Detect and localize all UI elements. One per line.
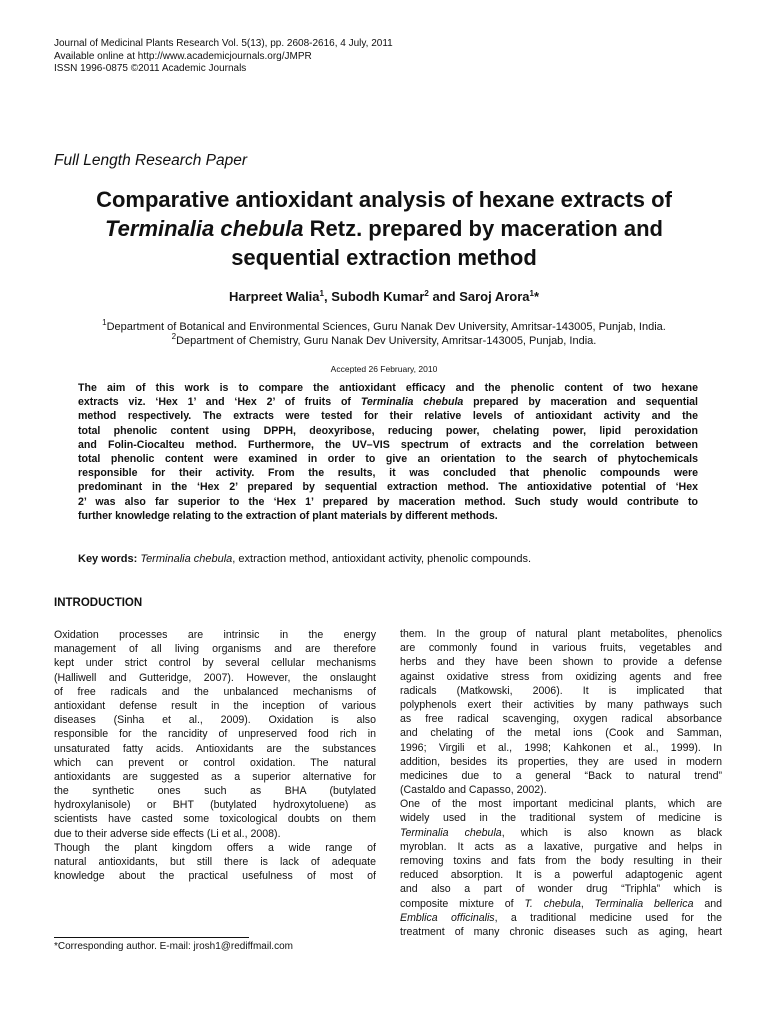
text-line: [400, 826, 722, 840]
text-line: [54, 628, 376, 642]
affiliation-text: Department of Chemistry, Guru Nanak Dev University, Amritsar-143005, Punjab, India.: [176, 335, 597, 347]
text-line: [400, 911, 722, 925]
text-run: kept under strict control by several cellular mechanisms: [54, 657, 376, 670]
text-run: and also a part of wonder drug “Triphla” which is: [400, 883, 722, 896]
text-run: hydroxylanisole) or BHT (butylated hydroxytoluene) as: [54, 799, 376, 812]
journal-citation: Journal of Medicinal Plants Research Vol. 5(13), pp. 2608-2616, 4 July, 2011: [54, 38, 393, 49]
text-run: diseases (Sinha et al., 2009). Oxidation is also: [54, 714, 376, 727]
italic-term: Emblica officinalis: [400, 911, 495, 924]
text-run: composite mixture of: [400, 897, 525, 910]
keywords-rest: , extraction method, antioxidant activity, phenolic compounds.: [232, 553, 532, 565]
keywords: [78, 553, 531, 565]
journal-issn: ISSN 1996-0875 ©2011 Academic Journals: [54, 63, 247, 74]
text-run: , a traditional medicine used for the: [494, 911, 722, 924]
text-run: reduced absorption. It is a powerful adaptogenic agent: [400, 869, 722, 882]
text-run: method respectively. The extracts were tested for their relative levels of antioxidant activity and the: [78, 410, 698, 423]
text-run: and chelating of the metal ions (Cook and Samman,: [400, 727, 722, 740]
affiliation-mark: 1: [102, 318, 107, 327]
text-line: [78, 438, 698, 452]
paper-title: [40, 185, 728, 272]
text-line: [400, 840, 722, 854]
abstract: [78, 381, 698, 523]
author-separator: ,: [323, 289, 332, 304]
text-line: [400, 670, 722, 684]
text-run: One of the most important medicinal plants, which are: [400, 798, 722, 811]
text-line: [54, 812, 376, 826]
text-run: against oxidative stress from oxidizing agents and free: [400, 670, 722, 683]
text-run: due to their adverse side effects (Li et al., 2008).: [54, 827, 281, 840]
italic-term: Terminalia chebula: [360, 396, 464, 409]
keywords-label: Key words:: [78, 553, 138, 565]
text-line: [400, 769, 722, 783]
italic-term: T. chebula: [524, 897, 581, 910]
text-line: [54, 841, 376, 855]
affiliation-mark: 2: [171, 332, 177, 341]
text-run: predominant in the ‘Hex 2’ prepared by sequential extraction method. The antioxidative potential of ‘Hex: [78, 481, 698, 494]
text-line: [400, 882, 722, 896]
author-separator: and: [428, 289, 460, 304]
text-run: the synthetic ones such as BHA (butylated: [54, 785, 376, 798]
text-run: prepared by maceration and sequential: [463, 396, 699, 409]
italic-term: Terminalia chebula: [400, 826, 502, 839]
text-line: [54, 784, 376, 798]
text-run: 2’ was also far superior to the ‘Hex 1’ prepared by maceration method. Such study would contribute to: [78, 495, 698, 508]
author-list: [0, 289, 768, 304]
text-line: [400, 641, 722, 655]
text-line: [78, 395, 698, 409]
text-run: antioxidants are suggested as a superior alternative for: [54, 770, 376, 783]
accepted-date: Accepted 26 February, 2010: [330, 364, 438, 374]
text-run: responsible for their activity. From the results, it was concluded that phenolic compounds were: [78, 467, 698, 480]
text-run: radicals (Matkowski, 2006). It is implicated that: [400, 684, 722, 697]
author-affiliation-mark: 1: [529, 289, 534, 298]
text-line: [400, 755, 722, 769]
title-line-1: Comparative antioxidant analysis of hexane extracts of: [96, 187, 672, 212]
text-line: [400, 897, 722, 911]
title-species: Terminalia chebula: [105, 216, 304, 241]
text-run: polyphenols exert their activities by many pathways such: [400, 698, 722, 711]
text-line: [400, 811, 722, 825]
text-line: [400, 925, 722, 939]
text-run: and Folin-Ciocalteu method. Furthermore, the UV–VIS spectrum of extracts and the correlation between: [78, 438, 698, 451]
text-run: responsible for the rancidity of unpreserved food rich in: [54, 728, 376, 741]
text-run: knowledge about the practical usefulness of most of: [54, 870, 376, 883]
text-line: [54, 713, 376, 727]
text-line: [400, 627, 722, 641]
text-run: them. In the group of natural plant metabolites, phenolics: [400, 628, 722, 640]
title-line-2: [40, 214, 728, 243]
text-run: (Halliwell and Gutteridge, 2007). However, the onslaught: [54, 671, 376, 684]
author-name: Subodh Kumar: [331, 289, 425, 304]
text-run: and: [693, 897, 723, 910]
text-line: [400, 684, 722, 698]
text-line: [54, 756, 376, 770]
title-line-3: sequential extraction method: [231, 245, 537, 270]
text-run: of free radicals and the unbalanced mechanisms of: [54, 685, 376, 698]
title-line-2-rest: Retz. prepared by maceration and: [303, 216, 663, 241]
text-line: [54, 869, 376, 883]
text-run: removing toxins and fats from the body resulting in their: [400, 855, 722, 867]
text-line: [54, 699, 376, 713]
text-line: [54, 855, 376, 869]
text-run: total phenolic content using DPPH, deoxyribose, reducing power, chelating power, lipid peroxidation: [78, 424, 698, 437]
text-run: total phenolic content were examined in order to give an orientation to the search of phytochemicals: [78, 453, 698, 466]
text-run: widely used in the traditional system of medicine is: [400, 812, 722, 825]
text-line: [400, 726, 722, 740]
author-name: Saroj Arora: [459, 289, 530, 304]
text-run: ,: [580, 897, 595, 910]
affiliation-2: [0, 334, 768, 348]
text-line: [400, 712, 722, 726]
text-line: [54, 656, 376, 670]
text-run: further knowledge relating to the extraction of plant materials by different methods.: [78, 509, 498, 522]
text-run: The aim of this work is to compare the antioxidant efficacy and the phenolic content of two hexane: [78, 382, 698, 394]
text-run: as free radical scavenging, oxygen radical absorbance: [400, 713, 722, 726]
text-run: myroblan. It acts as a laxative, purgative and helps in: [400, 840, 722, 853]
text-run: 1996; Virgili et al., 1998; Kahkonen et al., 1999). In: [400, 741, 722, 754]
author-name: Harpreet Walia: [228, 289, 320, 304]
affiliation-text: Department of Botanical and Environmental Sciences, Guru Nanak Dev University, Amritsar-143005, Punjab, India.: [106, 321, 666, 333]
text-run: (Castaldo and Capasso, 2002).: [400, 784, 547, 797]
text-line: [78, 424, 698, 438]
text-line: [78, 466, 698, 480]
text-line: [78, 381, 698, 395]
footnote-divider: [54, 937, 249, 938]
text-line: [400, 698, 722, 712]
text-run: treatment of many chronic diseases such as aging, heart: [400, 925, 722, 938]
text-line: [54, 727, 376, 741]
text-line: [400, 868, 722, 882]
text-run: are commonly found in various fruits, vegetables and: [400, 642, 722, 655]
text-run: herbs and they have been shown to provide a defense: [400, 656, 722, 669]
author-affiliation-mark: 1: [319, 289, 324, 298]
author-affiliation-mark: 2: [424, 289, 429, 298]
paper-type: Full Length Research Paper: [54, 152, 248, 169]
text-line: [400, 854, 722, 868]
text-line: [78, 495, 698, 509]
journal-header: [54, 38, 393, 76]
text-line: [400, 783, 722, 797]
italic-term: Terminalia bellerica: [594, 897, 694, 910]
text-line: [54, 798, 376, 812]
journal-url: Available online at http://www.academicjournals.org/JMPR: [54, 50, 312, 62]
text-run: addition, besides its properties, they are used in modern: [400, 755, 722, 768]
corresponding-author-footnote: *Corresponding author. E-mail: jrosh1@rediffmail.com: [54, 941, 293, 952]
corresponding-author-mark: *: [533, 289, 540, 304]
text-run: scientists have casted some toxicological doubts on them: [54, 813, 376, 826]
text-line: [54, 642, 376, 656]
text-line: [54, 671, 376, 685]
affiliations: [0, 320, 768, 348]
affiliation-1: [0, 320, 768, 334]
body-column-right: [400, 627, 722, 939]
text-line: [400, 797, 722, 811]
text-line: [54, 770, 376, 784]
text-line: [400, 741, 722, 755]
text-run: antioxidant defense result in the inception of various: [54, 699, 376, 712]
text-line: [78, 409, 698, 423]
text-line: [400, 655, 722, 669]
text-run: management of all living organisms and are therefore: [54, 643, 376, 656]
text-run: which can prevent or control oxidation. The natural: [54, 756, 376, 769]
text-run: Oxidation processes are intrinsic in the energy: [54, 629, 376, 641]
section-heading-introduction: INTRODUCTION: [54, 597, 143, 609]
text-run: medicines due to a general “Back to natural trend”: [400, 769, 722, 782]
text-run: unsaturated fatty acids. Antioxidants are the substances: [54, 742, 376, 755]
text-line: [54, 827, 376, 841]
text-line: [54, 742, 376, 756]
text-run: , which is also known as black: [501, 826, 722, 839]
keyword-species: Terminalia chebula: [140, 553, 233, 565]
body-column-left: [54, 628, 376, 883]
text-line: [78, 480, 698, 494]
text-line: [78, 452, 698, 466]
text-run: natural antioxidants, but still there is lack of adequate: [54, 856, 376, 868]
text-run: extracts viz. ‘Hex 1’ and ‘Hex 2’ of fruits of: [78, 396, 361, 409]
text-line: [78, 509, 698, 523]
text-line: [54, 685, 376, 699]
text-run: Though the plant kingdom offers a wide range of: [54, 841, 376, 854]
